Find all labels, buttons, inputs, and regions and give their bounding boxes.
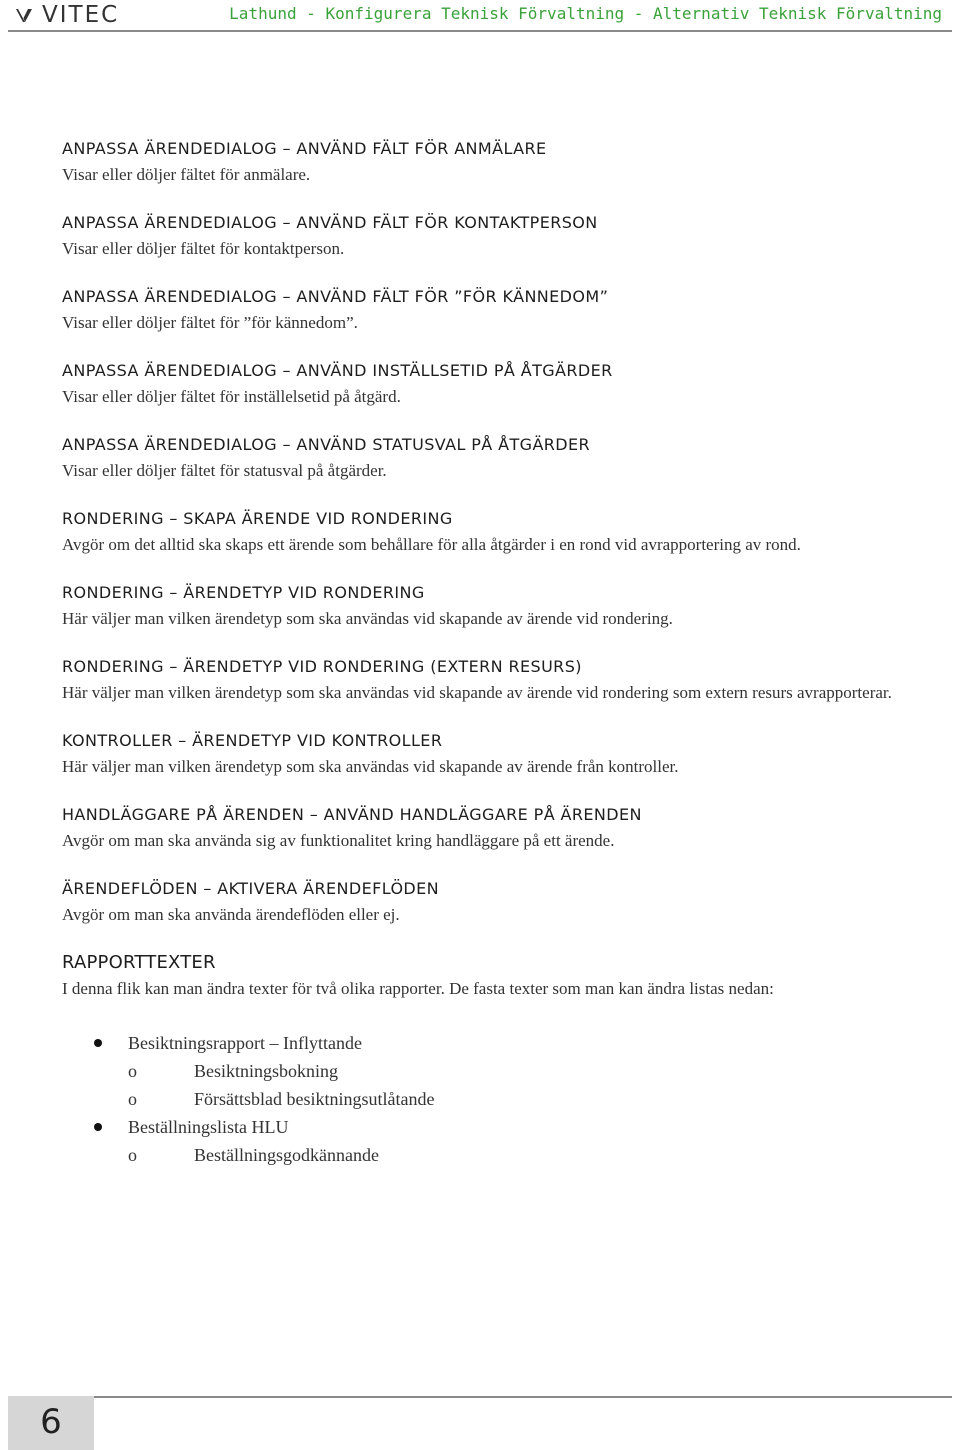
- list-item-label: Besiktningsrapport – Inflyttande: [128, 1033, 362, 1053]
- sub-list-item-label: Försättsblad besiktningsutlåtande: [194, 1089, 435, 1109]
- section-text: I denna flik kan man ändra texter för två olika rapporter. De fasta texter som man kan ändra listas nedan:: [62, 979, 774, 998]
- section-heading: KONTROLLER – ÄRENDETYP VID KONTROLLER: [62, 731, 443, 750]
- section-text: Avgör om man ska använda ärendeflöden eller ej.: [62, 905, 400, 924]
- section-heading: ANPASSA ÄRENDEDIALOG – ANVÄND FÄLT FÖR KONTAKTPERSON: [62, 213, 598, 232]
- list-item: [62, 1113, 902, 1169]
- sub-list-item-label: Besiktningsbokning: [194, 1061, 339, 1081]
- bullet-icon: [94, 1123, 102, 1131]
- list-item: [62, 1029, 902, 1113]
- sub-bullet-icon: o: [128, 1145, 137, 1165]
- header-divider: [8, 30, 952, 32]
- section-arendetyp-kontroller: [62, 729, 902, 781]
- section-anmalare: [62, 137, 902, 189]
- section-handlaggare: [62, 803, 902, 855]
- sub-list-item: [128, 1141, 902, 1169]
- section-skapa-arende-rondering: [62, 507, 902, 559]
- section-text: Här väljer man vilken ärendetyp som ska användas vid skapande av ärende vid rondering.: [62, 609, 673, 628]
- section-rapporttexter: [62, 951, 902, 1169]
- sub-list-item-label: Beställningsgodkännande: [194, 1145, 379, 1165]
- section-arendefloden: [62, 877, 902, 929]
- sub-list: [128, 1057, 902, 1113]
- section-text: Visar eller döljer fältet för anmälare.: [62, 165, 311, 184]
- report-list: [62, 1029, 902, 1169]
- section-heading: RONDERING – ÄRENDETYP VID RONDERING: [62, 583, 425, 602]
- vitec-logo-icon: [14, 5, 34, 25]
- section-text: Visar eller döljer fältet för ”för kännedom”.: [62, 313, 358, 332]
- section-heading: RAPPORTTEXTER: [62, 952, 216, 973]
- sub-bullet-icon: o: [128, 1061, 137, 1081]
- section-text: Avgör om det alltid ska skaps ett ärende som behållare för alla åtgärder i en rond vid avrapportering av rond.: [62, 535, 801, 554]
- section-heading: RONDERING – SKAPA ÄRENDE VID RONDERING: [62, 509, 453, 528]
- sub-list-item: [128, 1085, 902, 1113]
- section-heading: ANPASSA ÄRENDEDIALOG – ANVÄND INSTÄLLSETID PÅ ÅTGÄRDER: [62, 361, 613, 380]
- section-text: Avgör om man ska använda sig av funktionalitet kring handläggare på ett ärende.: [62, 831, 615, 850]
- section-text: Visar eller döljer fältet för kontaktperson.: [62, 239, 345, 258]
- vitec-logo: [14, 3, 119, 27]
- section-for-kannedom: [62, 285, 902, 337]
- section-heading: ÄRENDEFLÖDEN – AKTIVERA ÄRENDEFLÖDEN: [62, 879, 440, 898]
- bullet-icon: [94, 1039, 102, 1047]
- section-installsetid: [62, 359, 902, 411]
- section-arendetyp-rondering-extern: [62, 655, 902, 707]
- section-text: Visar eller döljer fältet för statusval på åtgärder.: [62, 461, 387, 480]
- logo-text: VITEC: [42, 2, 120, 28]
- page-number-box: [8, 1396, 94, 1450]
- page-header: [0, 0, 960, 30]
- footer-divider: [94, 1396, 952, 1398]
- section-heading: RONDERING – ÄRENDETYP VID RONDERING (EXTERN RESURS): [62, 657, 582, 676]
- main-content: [62, 137, 902, 1169]
- document-title: Lathund - Konfigurera Teknisk Förvaltning - Alternativ Teknisk Förvaltning: [229, 4, 942, 23]
- page-number: 6: [40, 1402, 62, 1442]
- section-text: Här väljer man vilken ärendetyp som ska användas vid skapande av ärende från kontroller.: [62, 757, 679, 776]
- sub-list: [128, 1141, 902, 1169]
- section-text: Här väljer man vilken ärendetyp som ska användas vid skapande av ärende vid rondering som extern resurs avrapporterar.: [62, 683, 892, 702]
- section-heading: ANPASSA ÄRENDEDIALOG – ANVÄND STATUSVAL PÅ ÅTGÄRDER: [62, 435, 591, 454]
- section-text: Visar eller döljer fältet för inställelsetid på åtgärd.: [62, 387, 401, 406]
- sub-list-item: [128, 1057, 902, 1085]
- section-heading: HANDLÄGGARE PÅ ÄRENDEN – ANVÄND HANDLÄGGARE PÅ ÄRENDEN: [62, 805, 642, 824]
- section-heading: ANPASSA ÄRENDEDIALOG – ANVÄND FÄLT FÖR ANMÄLARE: [62, 139, 547, 158]
- section-heading: ANPASSA ÄRENDEDIALOG – ANVÄND FÄLT FÖR ”FÖR KÄNNEDOM”: [62, 287, 609, 306]
- section-arendetyp-rondering: [62, 581, 902, 633]
- list-item-label: Beställningslista HLU: [128, 1117, 289, 1137]
- sub-bullet-icon: o: [128, 1089, 137, 1109]
- section-kontaktperson: [62, 211, 902, 263]
- section-statusval: [62, 433, 902, 485]
